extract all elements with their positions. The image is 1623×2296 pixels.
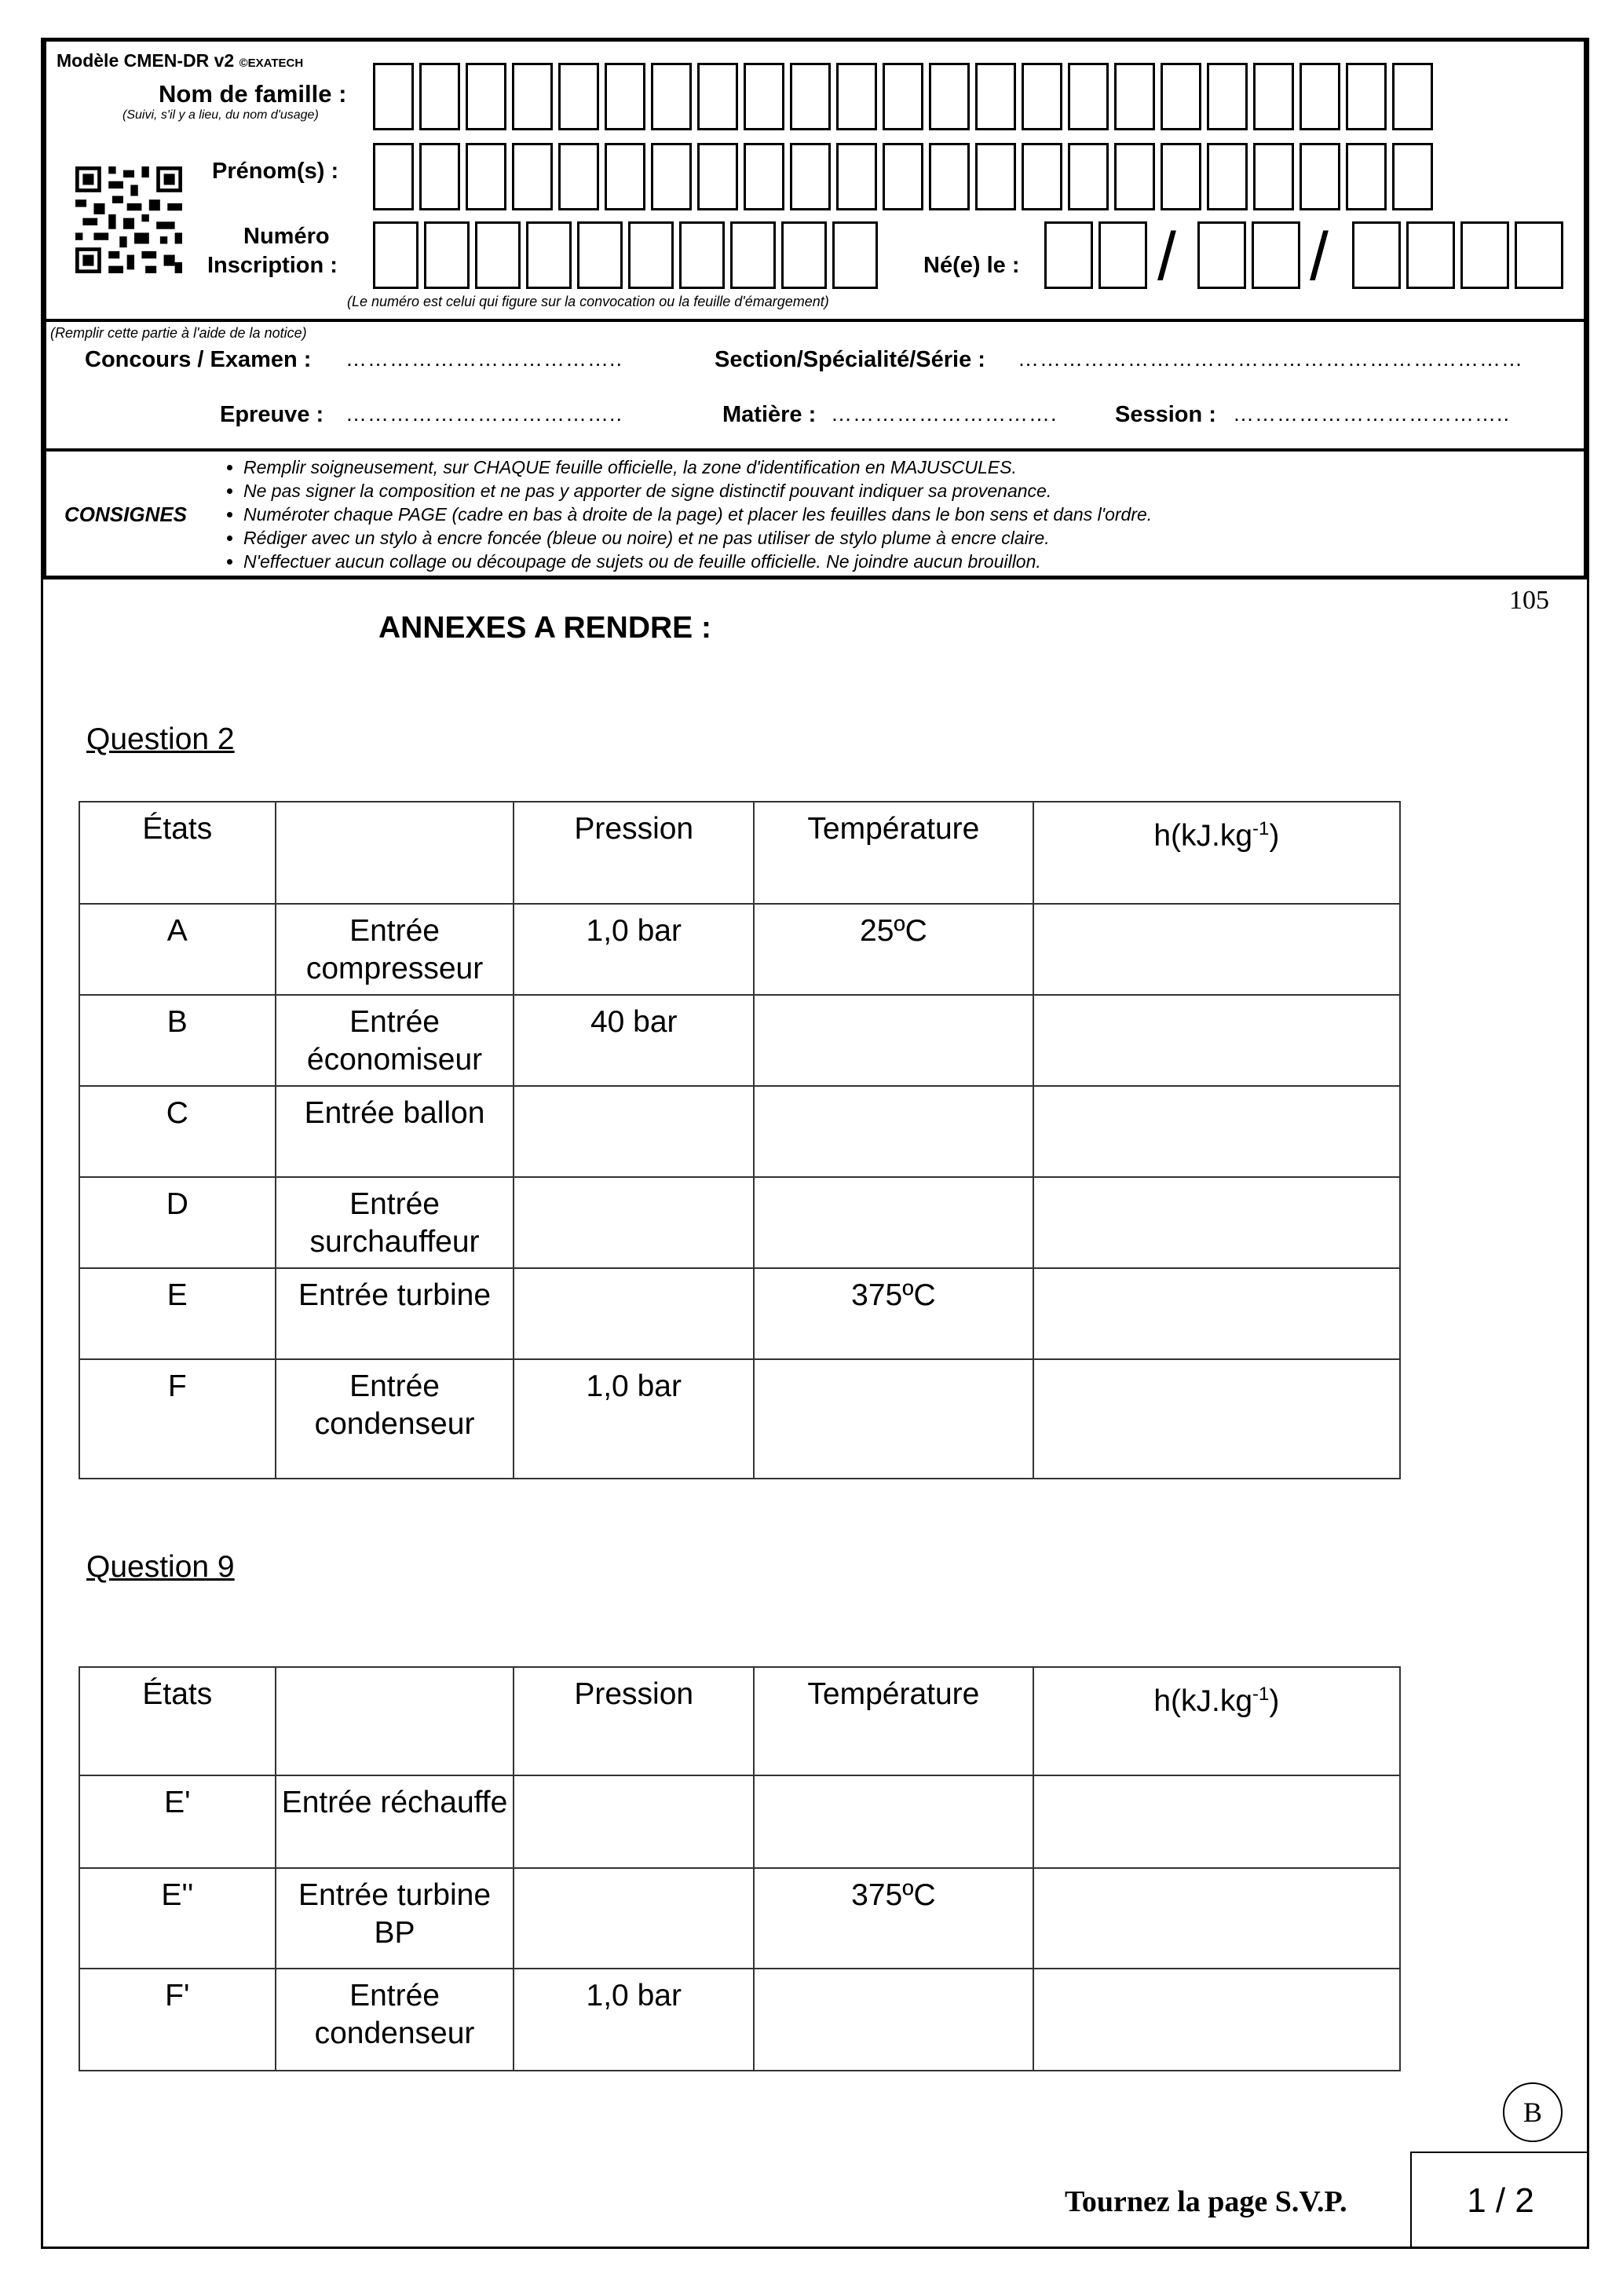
table-cell[interactable] [514, 1177, 754, 1268]
section-label: Section/Spécialité/Série : [715, 347, 985, 372]
header-cell-enthalpy: $h(kJ.kg^{-1})$ [1033, 802, 1400, 904]
inscription-label: Inscription : [207, 253, 338, 278]
consignes-list [223, 455, 1558, 573]
answer-cell[interactable] [1033, 995, 1400, 1086]
table-row [79, 1177, 1400, 1268]
char-box[interactable] [1161, 143, 1201, 210]
header-cell: Pression [514, 1667, 754, 1775]
table-row [79, 1868, 1400, 1969]
table-cell: D [79, 1177, 276, 1268]
char-box[interactable] [1022, 63, 1062, 130]
nom-label: Nom de famille : [159, 80, 347, 108]
char-box[interactable] [466, 143, 506, 210]
char-box[interactable] [744, 143, 784, 210]
char-box[interactable] [697, 63, 738, 130]
answer-cell[interactable] [1033, 1268, 1400, 1359]
char-box[interactable] [679, 221, 725, 289]
header-cell: Pression [514, 802, 754, 904]
birth-month-boxes[interactable] [1197, 221, 1306, 289]
nom-sublabel: (Suivi, s'il y a lieu, du nom d'usage) [122, 108, 319, 122]
char-box[interactable] [1114, 63, 1155, 130]
char-box[interactable] [790, 63, 831, 130]
header-cell: États [79, 1667, 276, 1775]
answer-cell[interactable] [1033, 1086, 1400, 1177]
char-box[interactable] [558, 143, 599, 210]
table-cell[interactable] [514, 1775, 754, 1868]
concours-label: Concours / Examen : [85, 347, 312, 372]
char-box[interactable] [558, 63, 599, 130]
session-field[interactable]: ……………………………….. [1233, 402, 1511, 426]
char-box[interactable] [605, 63, 645, 130]
table-row [79, 1268, 1400, 1359]
table-cell[interactable] [754, 1969, 1033, 2071]
table-cell: 1,0 bar [514, 1969, 754, 2071]
page-number-top: 105 [1509, 586, 1549, 615]
char-box[interactable] [975, 63, 1016, 130]
table-cell: Entrée turbine [276, 1268, 514, 1359]
char-box[interactable] [1098, 221, 1147, 289]
char-box[interactable] [1253, 63, 1294, 130]
char-box[interactable] [744, 63, 784, 130]
page-number-box: 1 / 2 [1410, 2152, 1589, 2249]
char-box[interactable] [651, 63, 692, 130]
table-cell: 25ºC [754, 904, 1033, 995]
table-cell: 375ºC [754, 1268, 1033, 1359]
table-cell: Entrée compresseur [276, 904, 514, 995]
table-cell[interactable] [514, 1268, 754, 1359]
char-box[interactable] [1460, 221, 1509, 289]
char-box[interactable] [466, 63, 506, 130]
table-cell[interactable] [754, 995, 1033, 1086]
table-cell: Entrée turbine BP [276, 1868, 514, 1969]
prenom-label: Prénom(s) : [212, 159, 339, 184]
char-box[interactable] [1253, 143, 1294, 210]
char-box[interactable] [1197, 221, 1246, 289]
circle-letter: B [1503, 2082, 1563, 2142]
table-cell: C [79, 1086, 276, 1177]
table-row [79, 1359, 1400, 1479]
session-label: Session : [1115, 402, 1216, 427]
char-box[interactable] [512, 63, 553, 130]
answer-cell[interactable] [1033, 1868, 1400, 1969]
char-box[interactable] [883, 143, 923, 210]
model-label: Modèle CMEN-DR v2 ©EXATECH [57, 50, 304, 71]
answer-cell[interactable] [1033, 1969, 1400, 2071]
table-cell: E [79, 1268, 276, 1359]
char-box[interactable] [1406, 221, 1455, 289]
table-cell: F [79, 1359, 276, 1479]
section-field[interactable]: …………………………………………………………… [1018, 347, 1523, 371]
char-box[interactable] [1346, 143, 1387, 210]
date-separator: / [1157, 219, 1176, 294]
char-box[interactable] [605, 143, 645, 210]
table-cell[interactable] [754, 1775, 1033, 1868]
table-cell: E'' [79, 1868, 276, 1969]
char-box[interactable] [512, 143, 553, 210]
char-box[interactable] [419, 143, 460, 210]
char-box[interactable] [373, 143, 414, 210]
birth-day-boxes[interactable] [1044, 221, 1153, 289]
consigne-item: • Numéroter chaque PAGE (cadre en bas à droite de la page) et placer les feuilles dans le bon sens et dans l'ordre. [243, 503, 1558, 526]
header-cell-enthalpy: $h(kJ.kg^{-1})$ [1033, 1667, 1400, 1775]
char-box[interactable] [1114, 143, 1155, 210]
table-row [79, 1086, 1400, 1177]
consigne-item: • Rédiger avec un stylo à encre foncée (bleue ou noire) et ne pas utiliser de stylo plume à encre claire. [243, 526, 1558, 550]
char-box[interactable] [1299, 143, 1340, 210]
answer-cell[interactable] [1033, 1177, 1400, 1268]
date-separator: / [1310, 219, 1329, 294]
table-cell: 375ºC [754, 1868, 1033, 1969]
remplir-note: (Remplir cette partie à l'aide de la notice) [50, 325, 307, 341]
numero-boxes[interactable] [373, 221, 883, 289]
char-box[interactable] [1044, 221, 1093, 289]
char-box[interactable] [1346, 63, 1387, 130]
table-header-row [79, 1667, 1400, 1775]
table-cell: B [79, 995, 276, 1086]
char-box[interactable] [373, 221, 419, 289]
char-box[interactable] [373, 63, 414, 130]
table-cell: Entrée condenseur [276, 1969, 514, 2071]
char-box[interactable] [836, 63, 877, 130]
char-box[interactable] [781, 221, 827, 289]
char-box[interactable] [1022, 143, 1062, 210]
char-box[interactable] [1068, 143, 1109, 210]
birth-year-boxes[interactable] [1352, 221, 1569, 289]
char-box[interactable] [628, 221, 674, 289]
char-box[interactable] [1392, 143, 1433, 210]
header-cell [276, 1667, 514, 1775]
question-9-table [79, 1666, 1401, 2071]
char-box[interactable] [1299, 63, 1340, 130]
table-cell[interactable] [754, 1086, 1033, 1177]
table-row [79, 995, 1400, 1086]
table-cell: E' [79, 1775, 276, 1868]
question-9-title: Question 9 [86, 1550, 235, 1584]
char-box[interactable] [1515, 221, 1563, 289]
char-box[interactable] [1068, 63, 1109, 130]
char-box[interactable] [651, 143, 692, 210]
birthdate-label: Né(e) le : [923, 253, 1020, 278]
char-box[interactable] [929, 143, 970, 210]
table-cell[interactable] [514, 1086, 754, 1177]
char-box[interactable] [975, 143, 1016, 210]
matiere-field[interactable]: …………………………. [831, 402, 1058, 426]
char-box[interactable] [929, 63, 970, 130]
main-title: ANNEXES A RENDRE : [378, 611, 711, 645]
char-box[interactable] [475, 221, 521, 289]
char-box[interactable] [1252, 221, 1300, 289]
table-cell[interactable] [754, 1359, 1033, 1479]
header-cell: États [79, 802, 276, 904]
table-cell: Entrée surchauffeur [276, 1177, 514, 1268]
table-cell: Entrée économiseur [276, 995, 514, 1086]
table-cell: F' [79, 1969, 276, 2071]
numero-note: (Le numéro est celui qui figure sur la convocation ou la feuille d'émargement) [347, 294, 829, 309]
tournez-text: Tournez la page S.V.P. [1065, 2185, 1347, 2218]
table-cell: 1,0 bar [514, 1359, 754, 1479]
header-cell: Température [754, 1667, 1033, 1775]
char-box[interactable] [577, 221, 623, 289]
consigne-item: • Ne pas signer la composition et ne pas y apporter de signe distinctif pouvant indiquer sa provenance. [243, 479, 1558, 503]
char-box[interactable] [419, 63, 460, 130]
char-box[interactable] [697, 143, 738, 210]
table-cell: A [79, 904, 276, 995]
table-cell[interactable] [514, 1868, 754, 1969]
table-cell: Entrée réchauffe [276, 1775, 514, 1868]
qr-code [75, 166, 182, 273]
table-header-row [79, 802, 1400, 904]
char-box[interactable] [1207, 63, 1248, 130]
question-2-table [79, 801, 1401, 1479]
char-box[interactable] [424, 221, 470, 289]
table-cell: Entrée ballon [276, 1086, 514, 1177]
answer-cell[interactable] [1033, 1359, 1400, 1479]
char-box[interactable] [790, 143, 831, 210]
table-row [79, 904, 1400, 995]
table-cell[interactable] [754, 1177, 1033, 1268]
table-row [79, 1969, 1400, 2071]
consignes-label: CONSIGNES [64, 503, 188, 526]
table-cell: 40 bar [514, 995, 754, 1086]
char-box[interactable] [1161, 63, 1201, 130]
nom-boxes[interactable] [373, 63, 1438, 130]
consigne-item: • N'effectuer aucun collage ou découpage de sujets ou de feuille officielle. Ne joindre aucun brouillon. [243, 550, 1558, 573]
char-box[interactable] [1207, 143, 1248, 210]
numero-label: Numéro [243, 224, 330, 249]
char-box[interactable] [832, 221, 878, 289]
table-cell: Entrée condenseur [276, 1359, 514, 1479]
char-box[interactable] [730, 221, 776, 289]
question-2-title: Question 2 [86, 722, 235, 756]
table-cell: 1,0 bar [514, 904, 754, 995]
epreuve-label: Epreuve : [220, 402, 324, 427]
char-box[interactable] [836, 143, 877, 210]
table-row [79, 1775, 1400, 1868]
answer-cell[interactable] [1033, 1775, 1400, 1868]
char-box[interactable] [883, 63, 923, 130]
answer-cell[interactable] [1033, 904, 1400, 995]
header-cell [276, 802, 514, 904]
header-cell: Température [754, 802, 1033, 904]
consigne-item: • Remplir soigneusement, sur CHAQUE feuille officielle, la zone d'identification en MAJUSCULES. [243, 455, 1558, 479]
matiere-label: Matière : [722, 402, 817, 427]
concours-field[interactable]: ……………………………….. [345, 347, 623, 371]
char-box[interactable] [1352, 221, 1401, 289]
char-box[interactable] [526, 221, 572, 289]
epreuve-field[interactable]: ……………………………….. [345, 402, 623, 426]
char-box[interactable] [1392, 63, 1433, 130]
prenom-boxes[interactable] [373, 143, 1438, 210]
